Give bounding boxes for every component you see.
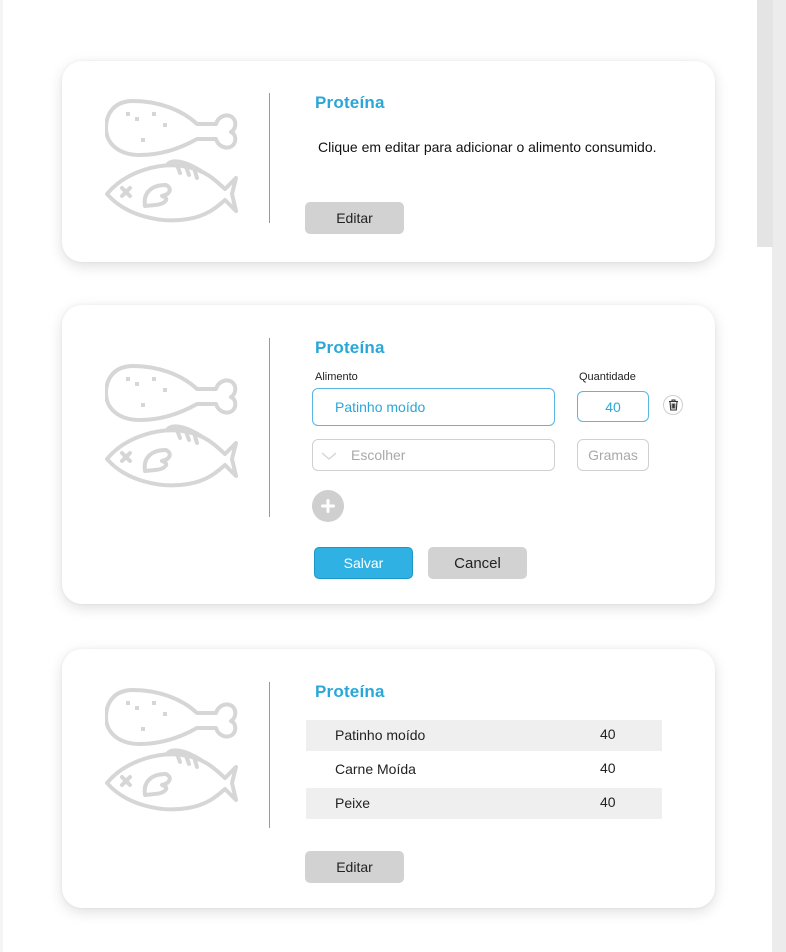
food-input-value: Patinho moído	[335, 399, 426, 415]
food-quantity: 40	[600, 726, 616, 742]
edit-button[interactable]: Editar	[305, 851, 404, 883]
protein-illustration-icon	[105, 687, 241, 812]
food-select[interactable]	[312, 439, 555, 471]
protein-card-empty	[62, 61, 715, 262]
unit-select[interactable]	[577, 439, 649, 471]
vertical-divider	[269, 682, 270, 828]
food-quantity: 40	[600, 760, 616, 776]
protein-card-filled	[62, 649, 715, 908]
food-input[interactable]	[312, 388, 555, 426]
food-name: Patinho moído	[335, 727, 426, 743]
table-row	[306, 720, 662, 751]
vertical-divider	[269, 338, 270, 517]
chevron-down-icon	[321, 451, 337, 461]
food-select-placeholder: Escolher	[351, 447, 406, 463]
card-title: Proteína	[315, 93, 385, 112]
trash-icon	[668, 399, 679, 411]
delete-item-button[interactable]	[663, 395, 683, 415]
plus-icon	[321, 499, 335, 513]
protein-card-edit	[62, 305, 715, 604]
add-item-button[interactable]	[312, 490, 344, 522]
unit-select-placeholder: Gramas	[588, 447, 638, 463]
food-name: Peixe	[335, 795, 371, 811]
empty-hint-text: Clique em editar para adicionar o alimento consumido.	[318, 139, 657, 155]
card-title: Proteína	[315, 682, 385, 701]
quantity-field-label: Quantidade	[579, 371, 636, 383]
vertical-divider	[269, 93, 270, 223]
food-field-label: Alimento	[315, 371, 358, 383]
table-row	[306, 754, 662, 785]
quantity-input-value: 40	[605, 398, 621, 415]
protein-illustration-icon	[105, 363, 241, 488]
food-name: Carne Moída	[335, 761, 416, 777]
cancel-button[interactable]: Cancel	[428, 547, 527, 579]
protein-illustration-icon	[105, 98, 241, 223]
save-button[interactable]: Salvar	[314, 547, 413, 579]
table-row	[306, 788, 662, 819]
food-quantity: 40	[600, 794, 616, 810]
scrollbar-thumb[interactable]	[757, 0, 773, 247]
card-title: Proteína	[315, 338, 385, 357]
edit-button[interactable]: Editar	[305, 202, 404, 234]
quantity-input[interactable]	[577, 391, 649, 422]
